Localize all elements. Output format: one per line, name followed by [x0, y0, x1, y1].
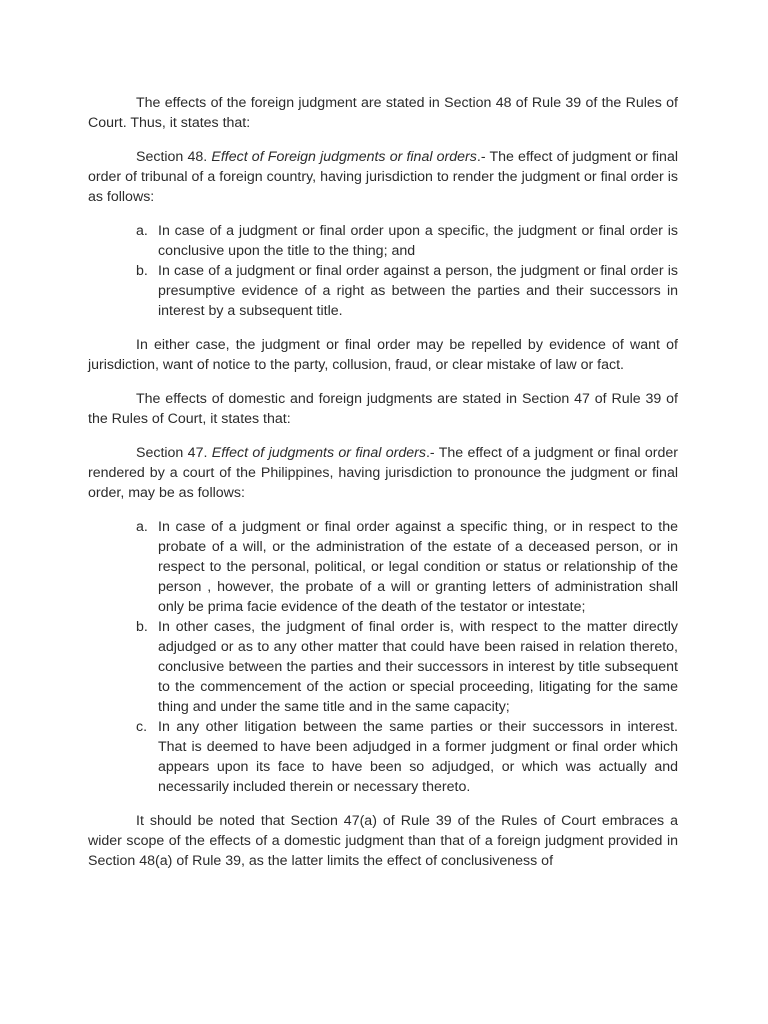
- list-marker: c.: [136, 719, 148, 735]
- list-marker: a.: [136, 223, 148, 239]
- paragraph-conclusion: It should be noted that Section 47(a) of Rule 39 of the Rules of Court embraces a wider scope of the effects of a domestic judgment than that of a foreign judgment provided in Section 48(a) of Rule 39, as the latter limits the effect of conclusiveness of: [88, 813, 678, 869]
- list-item: [88, 221, 678, 261]
- list-item-text: In case of a judgment or final order against a person, the judgment or final order is presumptive evidence of a right as between the parties and their successors in interest by a subsequent title.: [158, 263, 678, 319]
- section-48-text: .- The effect of judgment or final order of tribunal of a foreign country, having jurisdiction to render the judgment or final order is as follows:: [88, 149, 678, 205]
- list-item: [88, 517, 678, 617]
- section-48-quote: [88, 147, 678, 207]
- section-47-list: [88, 517, 678, 797]
- list-marker: b.: [136, 619, 148, 635]
- list-item-text: In case of a judgment or final order upon a specific, the judgment or final order is conclusive upon the title to the thing; and: [158, 223, 678, 259]
- paragraph-either-case: In either case, the judgment or final order may be repelled by evidence of want of jurisdiction, want of notice to the party, collusion, fraud, or clear mistake of law or fact.: [88, 337, 678, 373]
- section-48-title: Effect of Foreign judgments or final orders: [211, 149, 477, 165]
- section-47-quote: [88, 443, 678, 503]
- list-item: [88, 261, 678, 321]
- list-item-text: In other cases, the judgment of final order is, with respect to the matter directly adjudged or as to any other matter that could have been raised in relation thereto, conclusive between the parties and their successors in interest by title subsequent to the commencement of the action or special proceeding, litigating for the same thing and under the same title and in the same capacity;: [158, 619, 678, 715]
- section-48-lead: Section 48.: [136, 149, 212, 165]
- section-47-title: Effect of judgments or final orders: [211, 445, 426, 461]
- section-47-text: .- The effect of a judgment or final order rendered by a court of the Philippines, having jurisdiction to pronounce the judgment or final order, may be as follows:: [88, 445, 678, 501]
- paragraph-domestic-foreign: The effects of domestic and foreign judgments are stated in Section 47 of Rule 39 of the Rules of Court, it states that:: [88, 391, 678, 427]
- list-marker: a.: [136, 519, 148, 535]
- section-48-list: [88, 221, 678, 321]
- list-item-text: In any other litigation between the same parties or their successors in interest. That is deemed to have been adjudged in a former judgment or final order which appears upon its face to have been so adjudged, or which was actually and necessarily included therein or necessary thereto.: [158, 719, 678, 795]
- paragraph-intro: The effects of the foreign judgment are stated in Section 48 of Rule 39 of the Rules of Court. Thus, it states that:: [88, 95, 678, 131]
- list-item: [88, 717, 678, 797]
- section-47-lead: Section 47.: [136, 445, 212, 461]
- list-item: [88, 617, 678, 717]
- document-page: [88, 93, 678, 871]
- list-marker: b.: [136, 263, 148, 279]
- list-item-text: In case of a judgment or final order against a specific thing, or in respect to the probate of a will, or the administration of the estate of a deceased person, or in respect to the personal, political, or legal condition or status or relationship of the person , however, the probate of a will or granting letters of administration shall only be prima facie evidence of the death of the testator or intestate;: [158, 519, 678, 615]
